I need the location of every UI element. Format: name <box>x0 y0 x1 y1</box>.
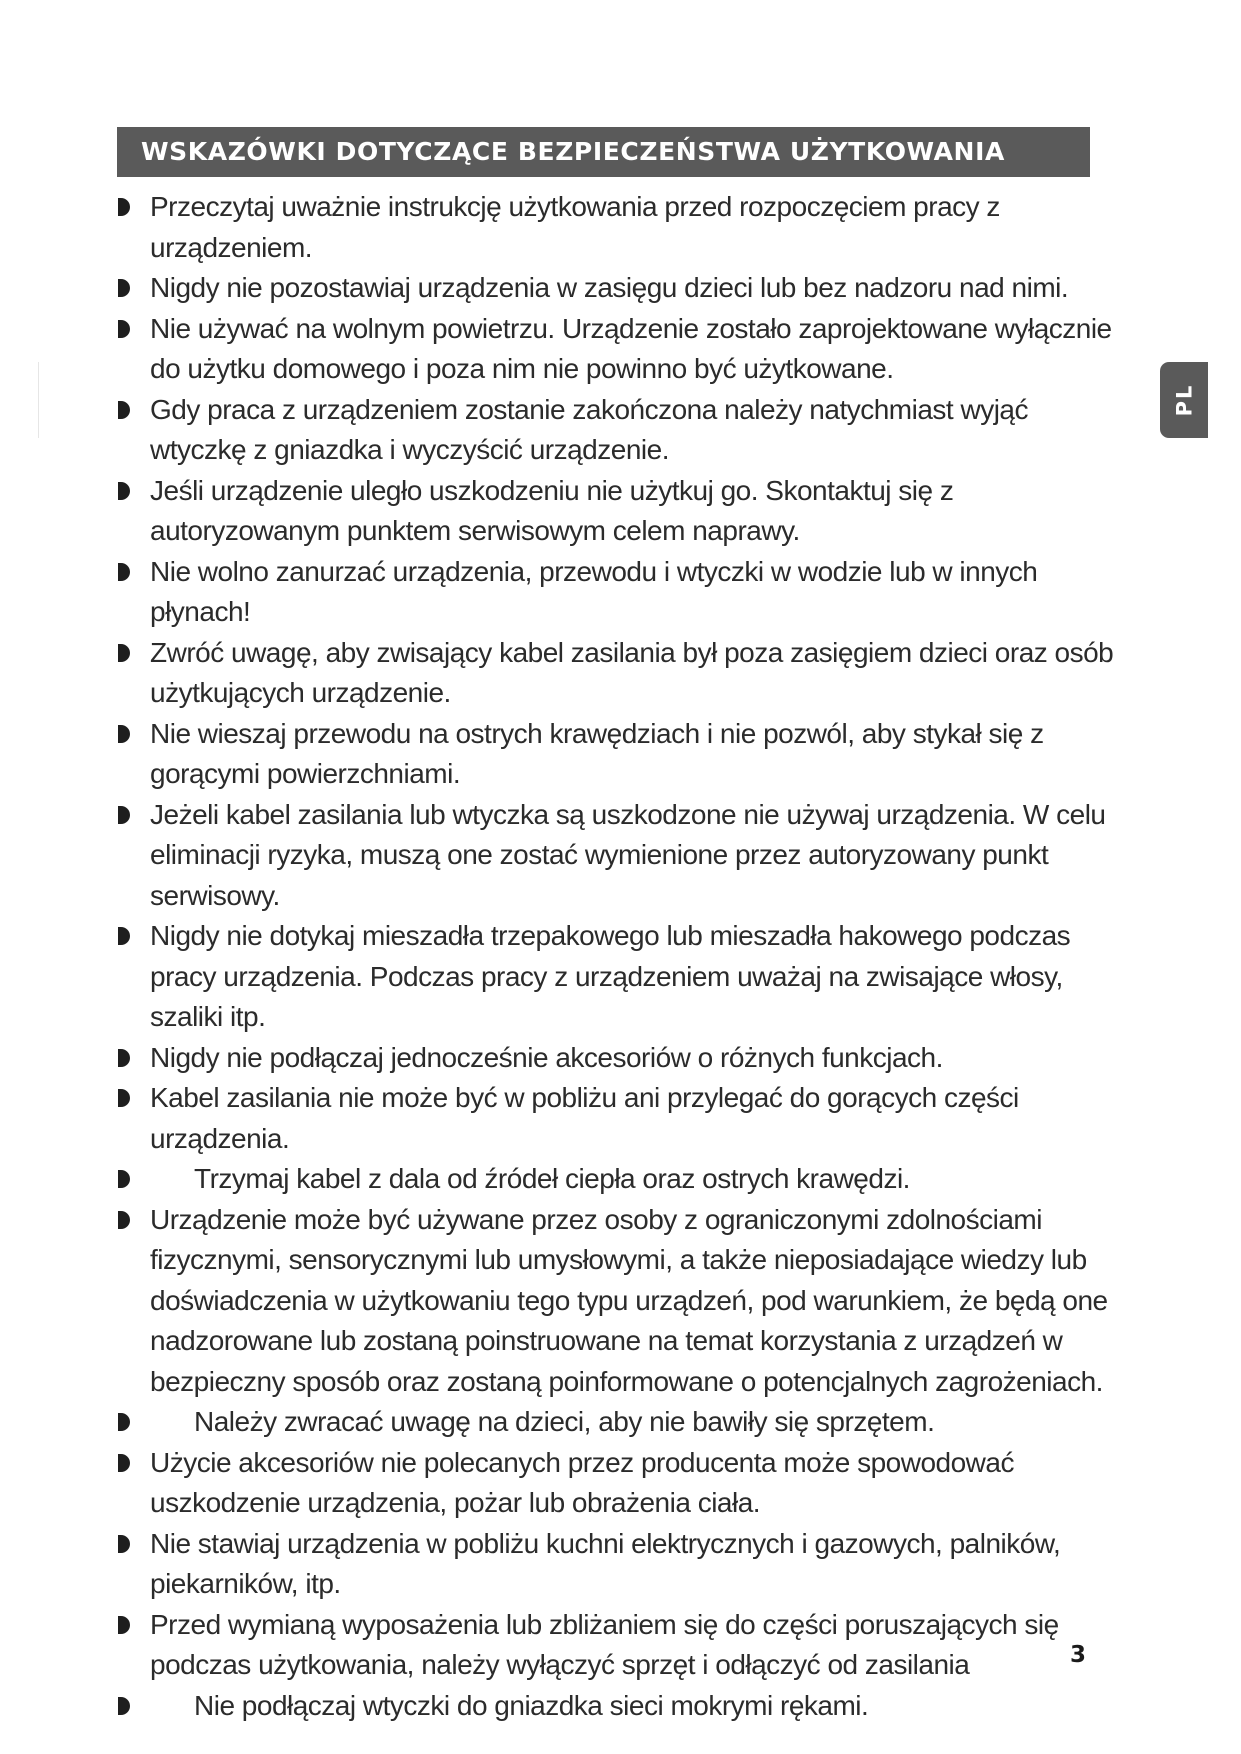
margin-mark <box>38 362 39 438</box>
triangle-bullet-icon <box>118 1049 130 1067</box>
list-item-text: Nie wieszaj przewodu na ostrych krawędziach i nie pozwól, aby stykał się z gorącymi powierzchniami. <box>150 717 1044 789</box>
list-item <box>118 552 1118 633</box>
triangle-bullet-icon <box>118 482 130 500</box>
list-item-text: Nigdy nie podłączaj jednocześnie akcesoriów o różnych funkcjach. <box>150 1041 943 1073</box>
language-tab-label: PL <box>1172 383 1196 417</box>
list-item-text: Należy zwracać uwagę na dzieci, aby nie bawiły się sprzętem. <box>194 1406 935 1437</box>
triangle-bullet-icon <box>118 725 130 743</box>
list-item-text: Jeśli urządzenie uległo uszkodzeniu nie użytkuj go. Skontaktuj się z autoryzowanym punktem serwisowym celem naprawy. <box>150 474 954 546</box>
safety-instructions-list <box>118 187 1118 1726</box>
triangle-bullet-icon <box>118 806 130 824</box>
list-item <box>118 1078 1118 1159</box>
list-item <box>118 1686 1118 1727</box>
list-item <box>118 1605 1118 1686</box>
list-item-text: Gdy praca z urządzeniem zostanie zakończona należy natychmiast wyjąć wtyczkę z gniazdka i wyczyścić urządzenie. <box>150 393 1028 465</box>
list-item-text: Nigdy nie dotykaj mieszadła trzepakowego lub mieszadła hakowego podczas pracy urządzenia. Podczas pracy z urządzeniem uważaj na zwisające włosy, szaliki itp. <box>150 920 1071 1032</box>
list-item <box>118 1038 1118 1079</box>
triangle-bullet-icon <box>118 320 130 338</box>
list-item-text: Nigdy nie pozostawiaj urządzenia w zasięgu dzieci lub bez nadzoru nad nimi. <box>150 272 1069 303</box>
triangle-bullet-icon <box>118 1535 130 1553</box>
list-item <box>118 268 1118 309</box>
list-item-text: Trzymaj kabel z dala od źródeł ciepła oraz ostrych krawędzi. <box>194 1163 910 1194</box>
triangle-bullet-icon <box>118 1170 130 1188</box>
list-item <box>118 1524 1118 1605</box>
triangle-bullet-icon <box>118 1413 130 1431</box>
list-item <box>118 390 1118 471</box>
triangle-bullet-icon <box>118 1616 130 1634</box>
triangle-bullet-icon <box>118 401 130 419</box>
triangle-bullet-icon <box>118 644 130 662</box>
triangle-bullet-icon <box>118 1211 130 1229</box>
list-item-text: Przed wymianą wyposażenia lub zbliżaniem się do części poruszających się podczas użytkowania, należy wyłączyć sprzęt i odłączyć od zasilania <box>150 1608 1059 1680</box>
section-header: WSKAZÓWKI DOTYCZĄCE BEZPIECZEŃSTWA UŻYTKOWANIA <box>117 127 1090 177</box>
list-item-text: Zwróć uwagę, aby zwisający kabel zasilania był poza zasięgiem dzieci oraz osób użytkujących urządzenie. <box>150 636 1114 708</box>
triangle-bullet-icon <box>118 279 130 297</box>
list-item <box>118 187 1118 268</box>
list-item-text: Jeżeli kabel zasilania lub wtyczka są uszkodzone nie używaj urządzenia. W celu eliminacji ryzyka, muszą one zostać wymienione przez autoryzowany punkt serwisowy. <box>150 798 1106 911</box>
triangle-bullet-icon <box>118 1697 130 1715</box>
triangle-bullet-icon <box>118 927 130 945</box>
list-item <box>118 1200 1118 1403</box>
triangle-bullet-icon <box>118 1089 130 1107</box>
triangle-bullet-icon <box>118 563 130 581</box>
list-item <box>118 471 1118 552</box>
list-item <box>118 309 1118 390</box>
list-item <box>118 916 1118 1038</box>
list-item <box>118 714 1118 795</box>
list-item-text: Nie podłączaj wtyczki do gniazdka sieci mokrymi rękami. <box>194 1689 869 1721</box>
list-item-text: Kabel zasilania nie może być w pobliżu ani przylegać do gorących części urządzenia. <box>150 1082 1019 1154</box>
list-item <box>118 1443 1118 1524</box>
list-item <box>118 1402 1118 1443</box>
list-item-text: Urządzenie może być używane przez osoby z ograniczonymi zdolnościami fizycznymi, sensorycznymi lub umysłowymi, a także nieposiadające wiedzy lub doświadczenia w użytkowaniu tego typu urządzeń, pod warunkiem, że będą one nadzorowane lub zostaną poinstruowane na temat korzystania z urządzeń w bezpieczny sposób oraz zostaną poinformowane o potencjalnych zagrożeniach. <box>150 1203 1108 1397</box>
triangle-bullet-icon <box>118 1454 130 1472</box>
list-item-text: Użycie akcesoriów nie polecanych przez producenta może spowodować uszkodzenie urządzenia, pożar lub obrażenia ciała. <box>150 1446 1014 1518</box>
page-number: 3 <box>1070 1642 1087 1668</box>
list-item-text: Przeczytaj uważnie instrukcję użytkowania przed rozpoczęciem pracy z urządzeniem. <box>150 191 1000 263</box>
language-tab <box>1160 362 1208 438</box>
list-item <box>118 795 1118 917</box>
list-item-text: Nie używać na wolnym powietrzu. Urządzenie zostało zaprojektowane wyłącznie do użytku domowego i poza nim nie powinno być użytkowane. <box>150 312 1112 384</box>
list-item <box>118 1159 1118 1200</box>
triangle-bullet-icon <box>118 198 130 216</box>
list-item-text: Nie wolno zanurzać urządzenia, przewodu i wtyczki w wodzie lub w innych płynach! <box>150 555 1038 627</box>
list-item <box>118 633 1118 714</box>
list-item-text: Nie stawiaj urządzenia w pobliżu kuchni elektrycznych i gazowych, palników, piekarników, itp. <box>150 1527 1061 1599</box>
